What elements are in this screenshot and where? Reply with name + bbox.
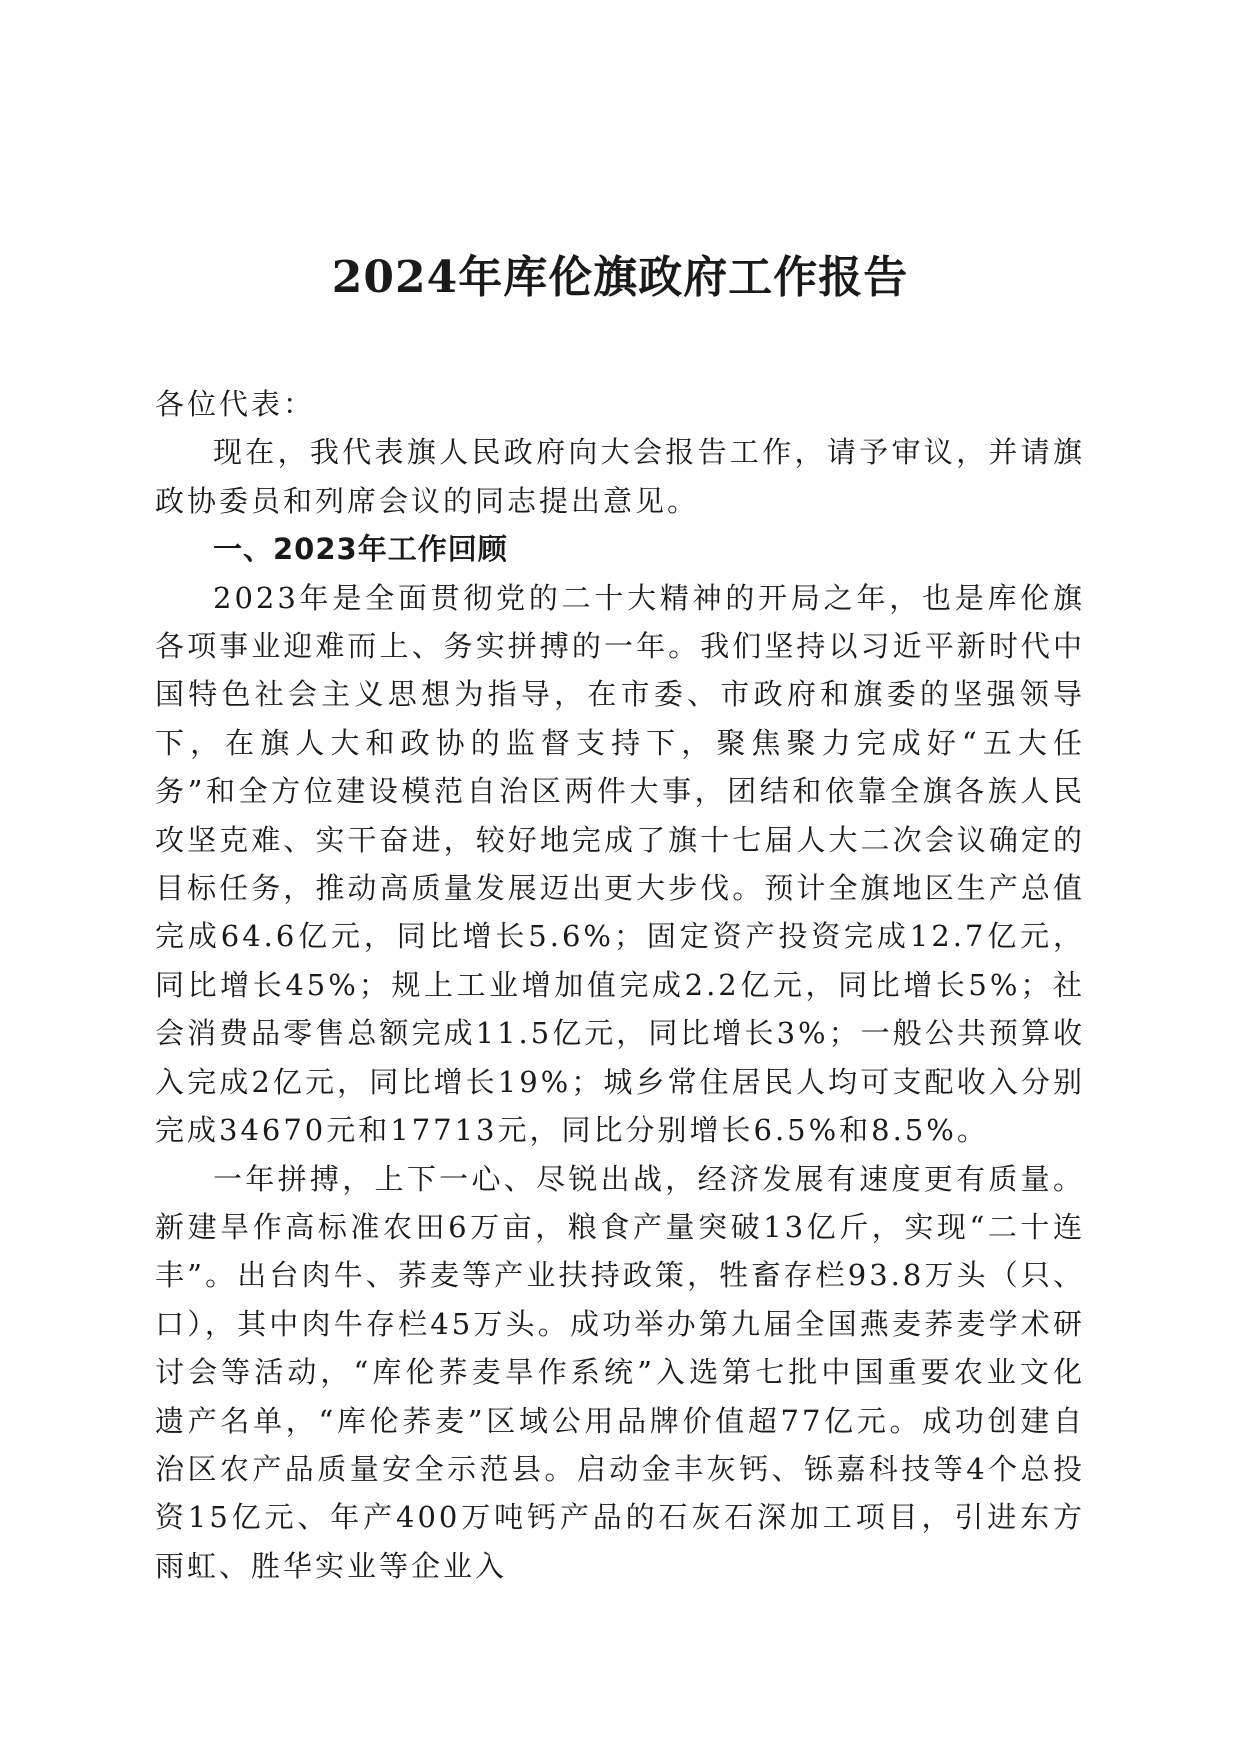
review-paragraph: 2023年是全面贯彻党的二十大精神的开局之年，也是库伦旗各项事业迎难而上、务实拼搏的一年。我们坚持以习近平新时代中国特色社会主义思想为指导，在市委、市政府和旗委的坚强领导下，在旗人大和政协的监督支持下，聚焦聚力完成好“五大任务”和全方位建设模范自治区两件大事，团结和依靠全旗各族人民攻坚克难、实干奋进，较好地完成了旗十七届人大二次会议确定的目标任务，推动高质量发展迈出更大步伐。预计全旗地区生产总值完成64.6亿元，同比增长5.6%；固定资产投资完成12.7亿元，同比增长45%；规上工业增加值完成2.2亿元，同比增长5%；社会消费品零售总额完成11.5亿元，同比增长3%；一般公共预算收入完成2亿元，同比增长19%；城乡常住居民人均可支配收入分别完成34670元和17713元，同比分别增长6.5%和8.5%。 bbox=[155, 580, 1085, 1148]
economy-paragraph: 一年拼搏，上下一心、尽锐出战，经济发展有速度更有质量。新建旱作高标准农田6万亩，粮食产量突破13亿斤，实现“二十连丰”。出台肉牛、荞麦等产业扶持政策，牲畜存栏93.8万头（只、口），其中肉牛存栏45万头。成功举办第九届全国燕麦荞麦学术研讨会等活动，“库伦荞麦旱作系统”入选第七批中国重要农业文化遗产名单，“库伦荞麦”区域公用品牌价值超77亿元。成功创建自治区农产品质量安全示范县。启动金丰灰钙、铄嘉科技等4个总投资15亿元、年产400万吨钙产品的石灰石深加工项目，引进东方雨虹、胜华实业等企业入 bbox=[155, 1161, 1085, 1583]
intro-paragraph: 现在，我代表旗人民政府向大会报告工作，请予审议，并请旗政协委员和列席会议的同志提出意见。 bbox=[155, 435, 1085, 518]
section-heading: 一、2023年工作回顾 bbox=[213, 532, 508, 567]
salutation: 各位代表： bbox=[155, 387, 316, 421]
document-body bbox=[155, 380, 1085, 1590]
document-title: 2024年库伦旗政府工作报告 bbox=[331, 252, 909, 303]
